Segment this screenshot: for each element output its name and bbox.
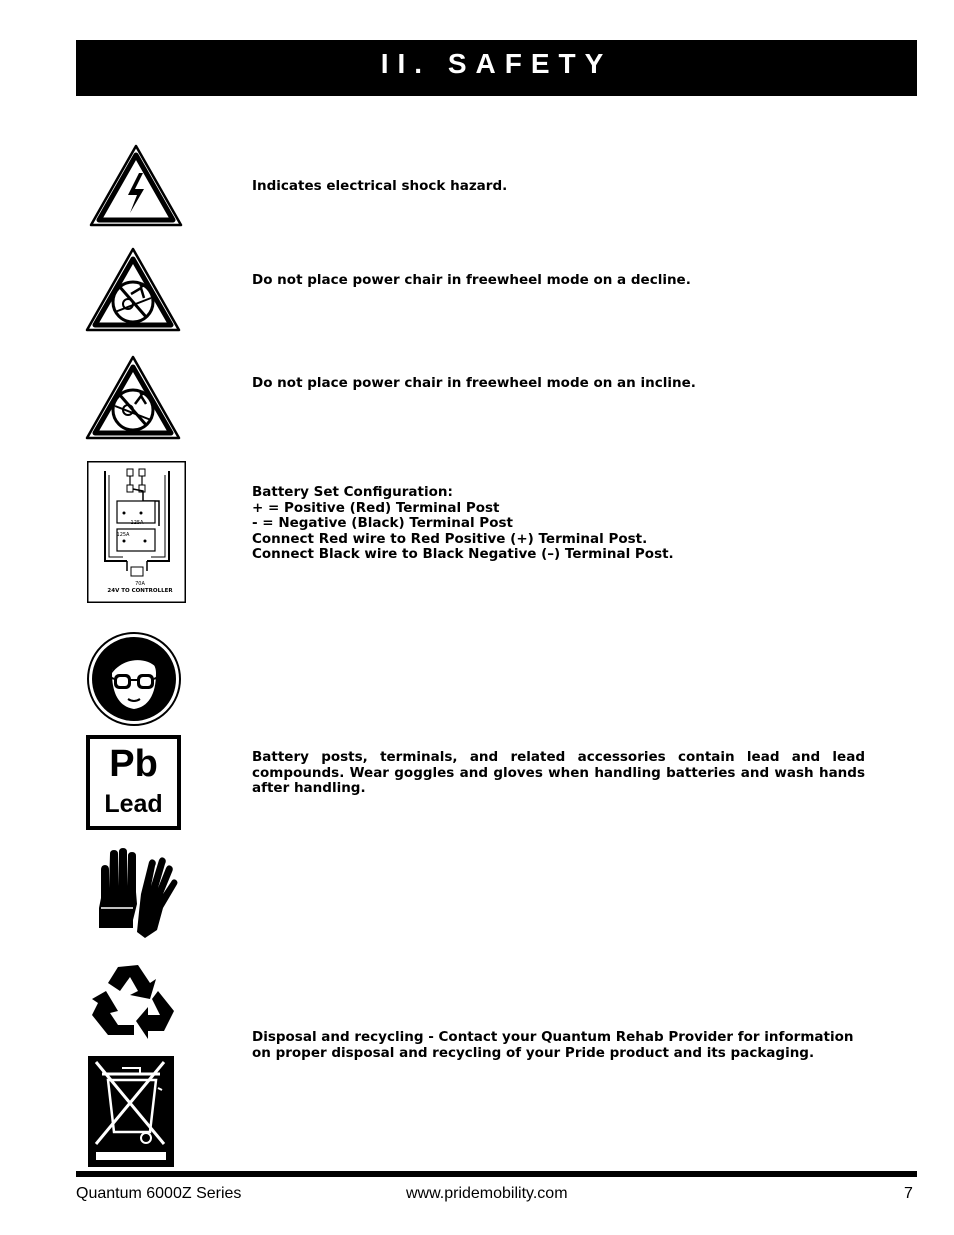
battery-config-line: Battery Set Configuration: (252, 484, 453, 500)
disposal-recycling-text: Disposal and recycling - Contact your Quantum Rehab Provider for information on proper disposal and recycling of your Pride product and its packaging. (252, 1029, 854, 1061)
wear-gloves-icon (97, 848, 179, 938)
page-title: II. SAFETY (380, 48, 613, 79)
battery-config-line: Connect Black wire to Black Negative (–) Terminal Post. (252, 546, 674, 562)
battery-wiring-diagram (87, 461, 186, 603)
footer-rule (76, 1171, 917, 1177)
page-number: 7 (904, 1185, 913, 1202)
battery-configuration-text (252, 485, 865, 563)
shock-hazard-text: Indicates electrical shock hazard. (252, 178, 508, 194)
wear-goggles-icon (86, 631, 182, 727)
battery-config-line: - = Negative (Black) Terminal Post (252, 515, 513, 531)
recycling-icon (88, 961, 176, 1043)
footer-product: Quantum 6000Z Series (76, 1185, 242, 1202)
fuse-label-mid: 125A (116, 532, 130, 538)
controller-caption: 24V TO CONTROLLER (107, 588, 173, 594)
lead-hazard-label (86, 735, 181, 830)
no-freewheel-incline-icon (84, 354, 182, 442)
incline-warning-text: Do not place power chair in freewheel mode on an incline. (252, 375, 696, 391)
battery-config-line: + = Positive (Red) Terminal Post (252, 499, 500, 516)
fuse-label-bottom: 70A (135, 581, 145, 587)
lead-symbol: Pb (109, 743, 158, 785)
section-header (76, 40, 917, 96)
electrical-shock-icon (88, 143, 184, 229)
no-trash-bin-icon (88, 1056, 174, 1167)
footer-website: www.pridemobility.com (406, 1185, 568, 1202)
battery-config-line: Connect Red wire to Red Positive (+) Terminal Post. (252, 530, 648, 547)
no-freewheel-decline-icon (84, 246, 182, 334)
fuse-label-top: 125A (130, 520, 144, 526)
decline-warning-text: Do not place power chair in freewheel mode on a decline. (252, 272, 691, 288)
lead-word: Lead (104, 790, 163, 818)
lead-warning-text: Battery posts, terminals, and related accessories contain lead and lead compounds. Wear goggles and gloves when handling batteries and wash hands after handling. (252, 749, 865, 796)
